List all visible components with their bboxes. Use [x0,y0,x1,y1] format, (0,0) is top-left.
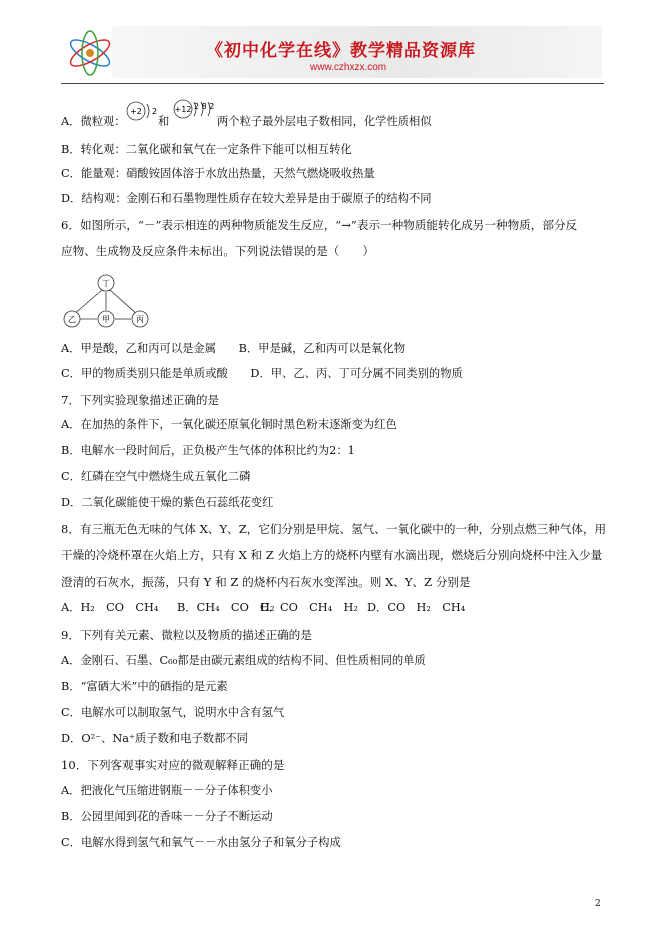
node-jia: 甲 [102,315,110,324]
q9-option-c: C．电解水可以制取氢气，说明水中含有氢气 [61,706,285,719]
q5-option-c: C．能量观：硝酸铵固体溶于水放出热量，天然气燃烧吸收热量 [61,167,375,180]
q5-option-d: D．结构观：金刚石和石墨物理性质存在较大差异是由于碳原子的结构不同 [61,192,432,205]
he-nucleus-label: +2 [130,107,142,116]
q10-option-c: C．电解水得到氢气和氧气－－水由氢分子和氧分子构成 [61,836,341,849]
q10-stem: 10．下列客观事实对应的微观解释正确的是 [61,758,285,772]
q5-option-b: B．转化观：二氧化碳和氧气在一定条件下能可以相互转化 [61,143,352,156]
q5-a-and: 和 [158,115,170,128]
q7-option-c: C．红磷在空气中燃烧生成五氧化二磷 [61,470,251,483]
q9-stem: 9．下列有关元素、微粒以及物质的描述正确的是 [61,628,312,642]
q6-options-ab: A．甲是酸，乙和丙可以是金属 B．甲是碱，乙和丙可以是氧化物 [61,342,406,355]
q7-option-b: B．电解水一段时间后，正负极产生气体的体积比约为2：1 [61,444,355,457]
atom-diagram-he [122,101,162,133]
mg-shells-label: 2 8 2 [194,102,215,111]
header-divider [61,83,604,84]
header-banner [112,26,602,78]
node-yi: 乙 [68,315,76,324]
q8-stem-2: 干燥的冷烧杯罩在火焰上方，只有 X 和 Z 火焰上方的烧杯内壁有水滴出现，燃烧后分别向烧杯中注入少量 [61,548,603,562]
node-ding: 丁 [102,279,110,288]
banner-url: www.czhxzx.com [310,62,387,73]
q6-stem-2: 应物、生成物及反应条件未标出。下列说法错误的是（ ） [61,244,375,258]
q9-option-b: B．“富硒大米”中的硒指的是元素 [61,680,228,693]
q8-option-a: A．H₂ CO CH₄ [61,601,159,614]
q7-option-d: D．二氧化碳能使干燥的紫色石蕊纸花变红 [61,496,274,509]
atom-logo-icon [62,28,118,78]
mg-nucleus-label: +12 [174,105,192,114]
node-bing: 丙 [136,315,144,324]
q10-option-a: A．把液化气压缩进钢瓶－－分子体积变小 [61,784,273,797]
q8-option-d: D．CO H₂ CH₄ [367,601,466,614]
q5-a-prefix: A．微粒观： [61,115,126,128]
q8-stem-3: 澄清的石灰水，振荡，只有 Y 和 Z 的烧杯内石灰水变浑浊。则 X、Y、Z 分别是 [61,575,471,589]
q9-option-d: D．O²⁻、Na⁺质子数和电子数都不同 [61,732,248,745]
q9-option-a: A．金刚石、石墨、C₆₀都是由碳元素组成的结构不同、但性质相同的单质 [61,654,426,667]
q6-stem-1: 6．如图所示，“－”表示相连的两种物质能发生反应，“→”表示一种物质能转化成另一种物质，部分反 [61,218,578,232]
he-shell-label: 2 [152,107,158,116]
q5-a-suffix: 两个粒子最外层电子数相同，化学性质相似 [217,115,432,128]
q8-option-b: B．CH₄ CO H₂ [177,601,275,614]
q8-stem-1: 8．有三瓶无色无味的气体 X、Y、Z，它们分别是甲烷、氢气、一氧化碳中的一种，分别点燃三种气体，用 [61,522,607,536]
page-number: 2 [595,899,601,909]
q5-option-a [61,115,126,129]
atom-diagram-mg [172,98,217,130]
q6-relation-diagram [60,270,160,332]
q8-option-c: C．CO CH₄ H₂ [260,601,358,614]
q7-option-a: A．在加热的条件下，一氧化碳还原氧化铜时黑色粉末逐渐变为红色 [61,418,397,431]
banner-title: 《初中化学在线》教学精品资源库 [206,41,476,61]
q7-stem: 7．下列实验现象描述正确的是 [61,393,220,407]
q6-options-cd: C．甲的物质类别只能是单质或酸 D．甲、乙、丙、丁可分属不同类别的物质 [61,367,463,380]
q10-option-b: B．公园里闻到花的香味－－分子不断运动 [61,810,273,823]
